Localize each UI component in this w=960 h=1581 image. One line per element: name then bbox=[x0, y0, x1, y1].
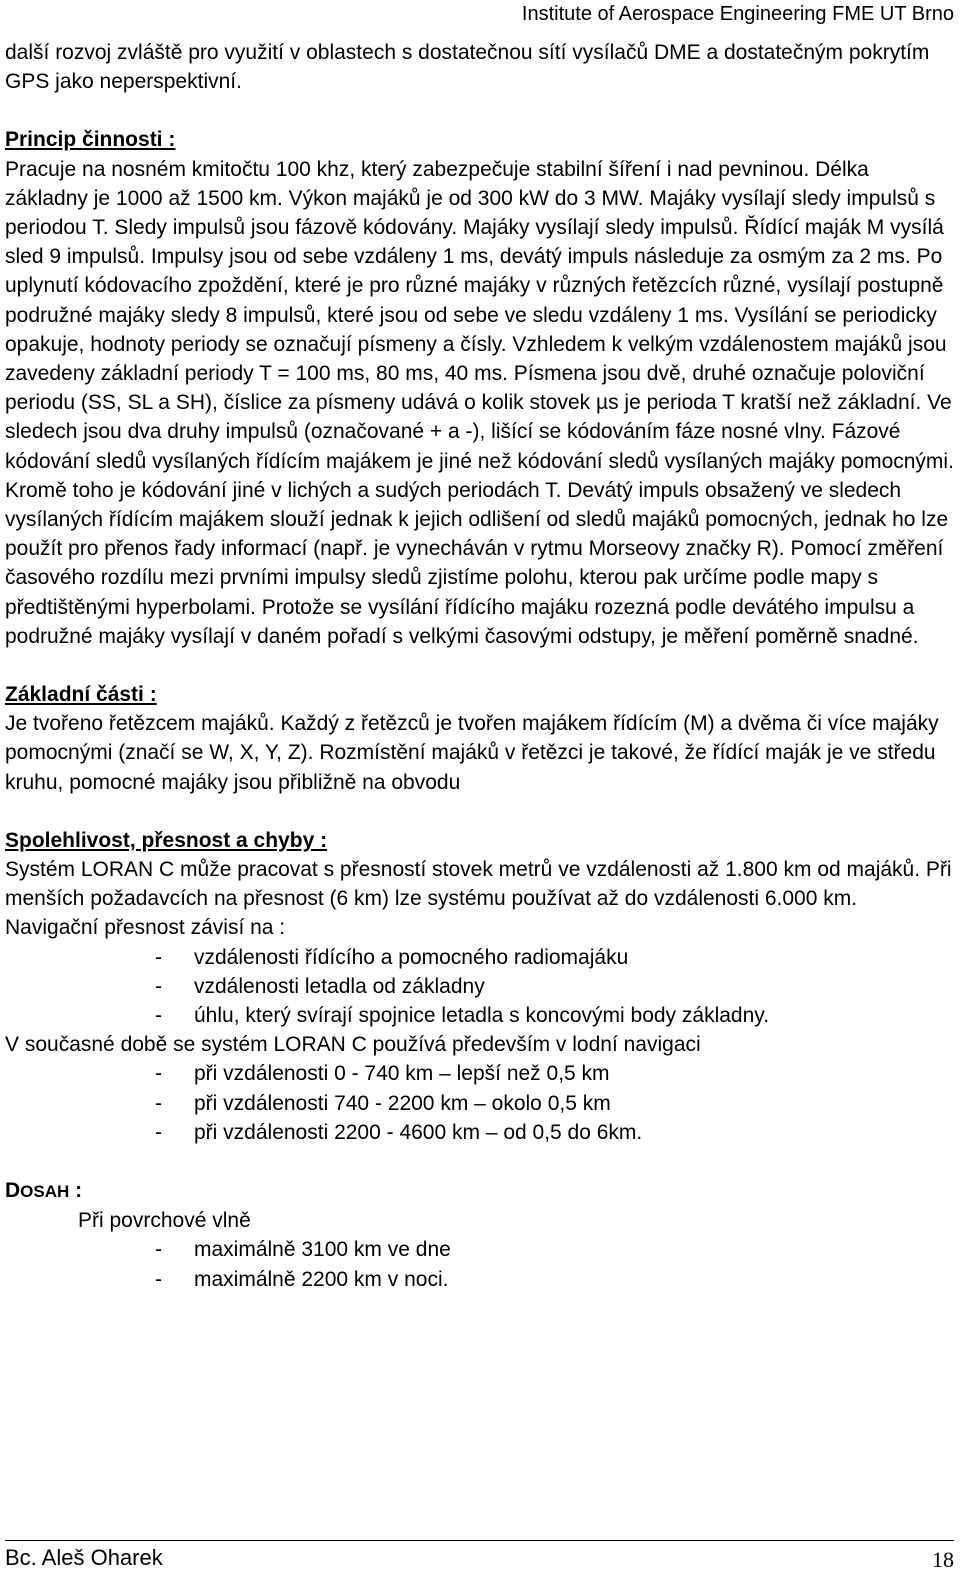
list-item: - při vzdálenosti 0 - 740 km – lepší než 0,5 km bbox=[155, 1062, 610, 1086]
list-item: - maximálně 3100 km ve dne bbox=[155, 1238, 451, 1262]
principle-paragraph: Pracuje na nosném kmitočtu 100 khz, který zabezpečuje stabilní šíření i nad pevninou. Délka základny je 1000 až 1500 km. Výkon majáků je od 300 kW do 3 MW. Majáky vysílají sledy impulsů s periodou T. Sledy impulsů jsou fázově kódovány. Majáky vysílají sledy impulsů. Řídící maják M vysílá sled 9 impulsů. Impulsy jsou od sebe vzdáleny 1 ms, devátý impuls následuje za osmým za 2 ms. Po uplynutí kódovacího zpoždění, které je pro různé majáky v různých řetězcích různé, vysílají postupně podružné majáky sledy 8 impulsů, které jsou od sebe ve sledu vzdáleny 1 ms. Vysílání se periodicky opakuje, hodnoty periody se označují písmeny a čísly. Vzhledem k velkým vzdálenostem majáků jsou zavedeny základní periody T = 100 ms, 80 ms, 40 ms. Písmena jsou dvě, druhé označuje poloviční periodu (SS, SL a SH), číslice za písmeny udává o kolik stovek µs je perioda T kratší než základní. Ve sledech jsou dva druhy impulsů (označované + a -), lišící se kódováním fáze nosné vlny. Fázové kódování sledů vysílaných řídícím majákem je jiné než kódování sledů vysílaných majáky pomocnými. Kromě toho je kódování jiné v lichých a sudých periodách T. Devátý impuls obsažený ve sledech vysílaných řídícím majákem slouží jednak k jejich odlišení od sledů majáků pomocných, jednak ho lze použít pro přenos řady informací (např. je vynecháván v rytmu Morseovy značky R). Pomocí změření časového rozdílu mezi prvními impulsy sledů zjistíme polohu, kterou pak určíme podle mapy s předtištěnými hyperbolami. Protože se vysílání řídícího majáku rozezná podle devátého impulsu a podružné majáky vysílají v daném pořadí s velkými časovými odstupy, je měření poměrně snadné. bbox=[5, 157, 954, 648]
section-heading-reliability: Spolehlivost, přesnost a chyby : bbox=[5, 828, 328, 852]
usage-intro: V současné době se systém LORAN C používá především v lodní navigaci bbox=[5, 1033, 701, 1057]
list-item: - úhlu, který svírají spojnice letadla s koncovými body základny. bbox=[155, 1004, 770, 1028]
reliability-paragraph: Systém LORAN C může pracovat s přesností stovek metrů ve vzdálenosti až 1.800 km od majáků. Při menších požadavcích na přesnost (6 km) lze systému používat až do vzdálenosti 6.000 km. bbox=[5, 858, 952, 911]
page-header: Institute of Aerospace Engineering FME UT Brno bbox=[521, 3, 954, 25]
intro-paragraph: další rozvoj zvláště pro využití v oblastech s dostatečnou sítí vysílačů DME a dostatečným pokrytím GPS jako neperspektivní. bbox=[5, 41, 930, 94]
parts-paragraph: Je tvořeno řetězcem majáků. Každý z řetězců je tvořen majákem řídícím (M) a dvěma či více majáky pomocnými (značí se W, X, Y, Z). Rozmístění majáků v řetězci je takové, že řídící maják je ve středu kruhu, pomocné majáky jsou přibližně na obvodu bbox=[5, 712, 939, 794]
section-heading-range: DOSAH : bbox=[5, 1179, 83, 1203]
list-item: - při vzdálenosti 2200 - 4600 km – od 0,5 do 6km. bbox=[155, 1120, 643, 1144]
page-content bbox=[5, 38, 955, 1294]
page-footer bbox=[5, 1540, 954, 1581]
list-item: - maximálně 2200 km v noci. bbox=[155, 1267, 449, 1291]
section-heading-parts: Základní části : bbox=[5, 683, 157, 707]
footer-author: Bc. Aleš Oharek bbox=[5, 1545, 163, 1570]
list-item: - vzdálenosti letadla od základny bbox=[155, 974, 485, 998]
page-number: 18 bbox=[932, 1547, 954, 1572]
accuracy-intro: Navigační přesnost závisí na : bbox=[5, 916, 286, 940]
list-item: - vzdálenosti řídícího a pomocného radiomajáku bbox=[155, 945, 629, 969]
list-item: - při vzdálenosti 740 - 2200 km – okolo 0,5 km bbox=[155, 1091, 611, 1115]
section-heading-principle: Princip činnosti : bbox=[5, 128, 176, 152]
range-subheading: Při povrchové vlně bbox=[78, 1209, 251, 1233]
